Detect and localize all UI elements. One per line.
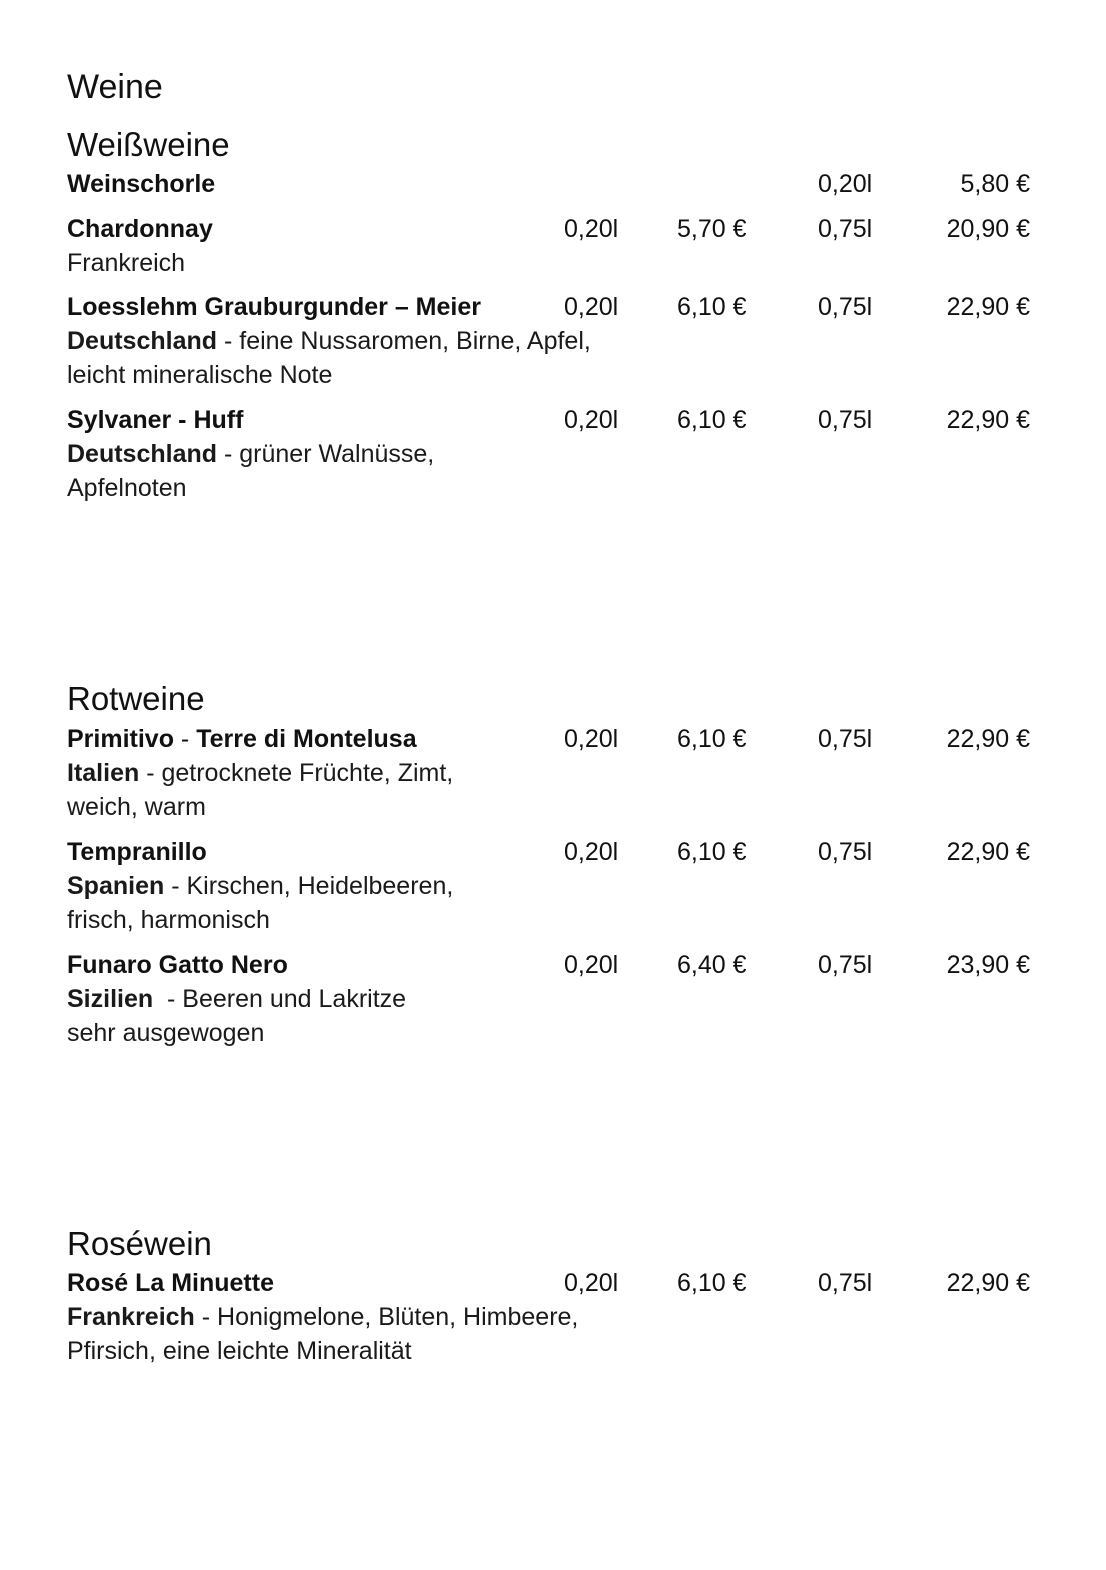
- wine-entry-rose-la-minuette: [67, 1266, 1047, 1368]
- price-large: 20,90 €: [946, 215, 1030, 243]
- volume-large: 0,75l: [818, 1269, 873, 1297]
- section-heading-rose-wine: Roséwein: [67, 1225, 212, 1262]
- price-small: 6,10 €: [677, 725, 747, 753]
- wine-notes: - feine Nussaromen, Birne, Apfel, leicht mineralische Note: [67, 327, 591, 389]
- price-small: 6,10 €: [677, 838, 747, 866]
- wine-name: [67, 722, 1047, 756]
- wine-description: [67, 1300, 607, 1368]
- price-large: 23,90 €: [946, 951, 1030, 979]
- wine-country: Frankreich: [67, 249, 186, 277]
- volume-small: 0,20l: [564, 215, 619, 243]
- wine-description-line2: sehr ausgewogen: [67, 1019, 265, 1047]
- wine-producer: Terre di Montelusa: [196, 725, 417, 753]
- wine-origin: [67, 246, 607, 280]
- volume-small: 0,20l: [564, 293, 619, 321]
- wine-name: Funaro Gatto Nero: [67, 951, 288, 979]
- volume-large: 0,75l: [818, 215, 873, 243]
- wine-name-separator: -: [173, 725, 197, 753]
- volume-large: 0,75l: [818, 406, 873, 434]
- wine-description: [67, 324, 607, 392]
- volume-large: 0,75l: [818, 725, 873, 753]
- wine-entry-sylvaner: [67, 403, 1047, 505]
- wine-name: Weinschorle: [67, 170, 216, 198]
- section-heading-red-wines: Rotweine: [67, 680, 205, 717]
- wine-description: [67, 756, 517, 824]
- wine-entry-weinschorle: [67, 167, 1047, 201]
- volume-small: 0,20l: [564, 1269, 619, 1297]
- price-large: 22,90 €: [946, 406, 1030, 434]
- wine-notes: - Honigmelone, Blüten, Himbeere, Pfirsich, eine leichte Mineralität: [67, 1303, 579, 1365]
- price-small: 6,10 €: [677, 406, 747, 434]
- wine-name-main: Primitivo: [67, 725, 174, 753]
- wine-country: Frankreich: [67, 1303, 195, 1331]
- wine-description: [67, 437, 487, 505]
- price-large: 22,90 €: [946, 725, 1030, 753]
- price-small: 6,10 €: [677, 293, 747, 321]
- wine-entry-grauburgunder: [67, 290, 1047, 392]
- wine-country: Sizilien: [67, 985, 154, 1013]
- wine-entry-funaro-gatto-nero: [67, 948, 1047, 1050]
- price-small: 6,40 €: [677, 951, 747, 979]
- price-large: 5,80 €: [960, 170, 1030, 198]
- volume-large: 0,75l: [818, 951, 873, 979]
- wine-entry-primitivo: [67, 722, 1047, 824]
- volume-large: 0,75l: [818, 838, 873, 866]
- wine-entry-chardonnay: [67, 212, 1047, 280]
- price-large: 22,90 €: [946, 1269, 1030, 1297]
- wine-notes: - Kirschen, Heidelbeeren, frisch, harmonisch: [67, 872, 454, 934]
- wine-country: Italien: [67, 759, 140, 787]
- wine-name: Chardonnay: [67, 215, 213, 243]
- volume-small: 0,20l: [564, 951, 619, 979]
- page-title: Weine: [67, 68, 163, 106]
- price-small: 6,10 €: [677, 1269, 747, 1297]
- volume-large: 0,20l: [818, 170, 873, 198]
- volume-large: 0,75l: [818, 293, 873, 321]
- wine-country: Deutschland: [67, 327, 218, 355]
- wine-name: Loesslehm Grauburgunder – Meier: [67, 293, 481, 321]
- wine-description: [67, 869, 507, 937]
- wine-description: [67, 982, 607, 1016]
- wine-country: Deutschland: [67, 440, 218, 468]
- wine-notes: - Beeren und Lakritze: [153, 985, 407, 1013]
- price-large: 22,90 €: [946, 293, 1030, 321]
- wine-name: Rosé La Minuette: [67, 1269, 274, 1297]
- wine-name: Tempranillo: [67, 838, 207, 866]
- wine-notes: - getrocknete Früchte, Zimt, weich, warm: [67, 759, 454, 821]
- volume-small: 0,20l: [564, 838, 619, 866]
- section-heading-white-wines: Weißweine: [67, 126, 230, 163]
- price-large: 22,90 €: [946, 838, 1030, 866]
- wine-country: Spanien: [67, 872, 165, 900]
- wine-notes: - grüner Walnüsse, Apfelnoten: [67, 440, 435, 502]
- wine-entry-tempranillo: [67, 835, 1047, 937]
- price-small: 5,70 €: [677, 215, 747, 243]
- volume-small: 0,20l: [564, 406, 619, 434]
- wine-name: Sylvaner - Huff: [67, 406, 244, 434]
- volume-small: 0,20l: [564, 725, 619, 753]
